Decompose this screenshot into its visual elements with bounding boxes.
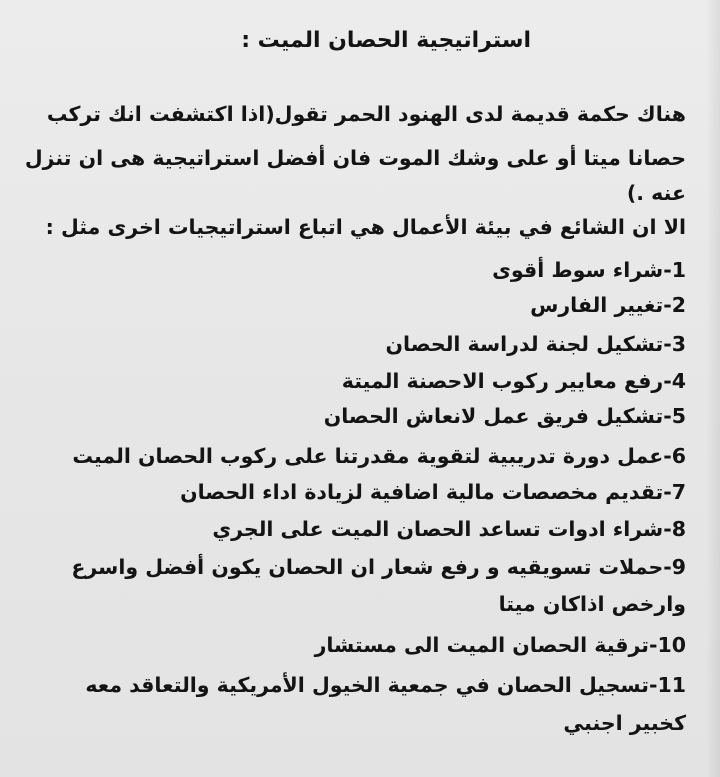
item-number: 3: [671, 332, 686, 356]
document-title: استراتيجية الحصان الميت :: [241, 28, 531, 53]
item-number: 5: [671, 404, 686, 428]
list-item-7: [180, 477, 686, 507]
list-item-2: [530, 290, 686, 320]
item-text: -شراء سوط أقوى: [492, 258, 672, 282]
list-item-9-continuation: وارخص اذاكان ميتا: [498, 592, 686, 616]
item-text: -شراء ادوات تساعد الحصان الميت على الجري: [212, 517, 672, 541]
item-text: -تشكيل فريق عمل لانعاش الحصان: [323, 404, 672, 428]
list-item-3: [386, 329, 686, 359]
list-item-5: [324, 401, 686, 431]
list-item-4: [342, 366, 686, 396]
item-text: -ترقية الحصان الميت الى مستشار: [314, 633, 658, 657]
item-number: 10: [657, 633, 686, 657]
item-text: -حملات تسويقيه و رفع شعار ان الحصان يكون أفضل واسرع: [71, 555, 672, 579]
item-number: 2: [671, 293, 686, 317]
intro-line-1: هناك حكمة قديمة لدى الهنود الحمر تقول(اذا اكتشفت انك تركب: [46, 102, 686, 126]
item-number: 6: [671, 444, 686, 468]
list-item-9: [71, 552, 686, 582]
intro-line-3: عنه .): [626, 181, 686, 205]
list-item-1: [492, 255, 686, 285]
item-text: -تشكيل لجنة لدراسة الحصان: [385, 332, 672, 356]
lead-line: الا ان الشائع في بيئة الأعمال هي اتباع استراتيجيات اخرى مثل :: [45, 215, 686, 239]
list-item-6: [72, 441, 686, 471]
item-text: -تقديم مخصصات مالية اضافية لزيادة اداء الحصان: [180, 480, 672, 504]
item-number: 8: [671, 517, 686, 541]
item-number: 4: [671, 369, 686, 393]
list-item-11-continuation: كخبير اجنبي: [563, 711, 686, 735]
list-item-8: [212, 514, 686, 544]
list-item-10: [315, 630, 686, 660]
item-number: 1: [671, 258, 686, 282]
item-number: 7: [671, 480, 686, 504]
item-text: -رفع معايير ركوب الاحصنة الميتة: [341, 369, 672, 393]
item-number: 11: [657, 673, 686, 697]
item-text: -تغيير الفارس: [530, 293, 672, 317]
page-edge-shadow: [706, 0, 720, 777]
intro-line-2: حصانا ميتا أو على وشك الموت فان أفضل استراتيجية هى ان تنزل: [24, 146, 686, 170]
list-item-11: [85, 670, 686, 700]
item-text: -عمل دورة تدريبية لتقوية مقدرتنا على ركوب الحصان الميت: [72, 444, 672, 468]
item-number: 9: [671, 555, 686, 579]
item-text: -تسجيل الحصان في جمعية الخيول الأمريكية والتعاقد معه: [85, 673, 658, 697]
